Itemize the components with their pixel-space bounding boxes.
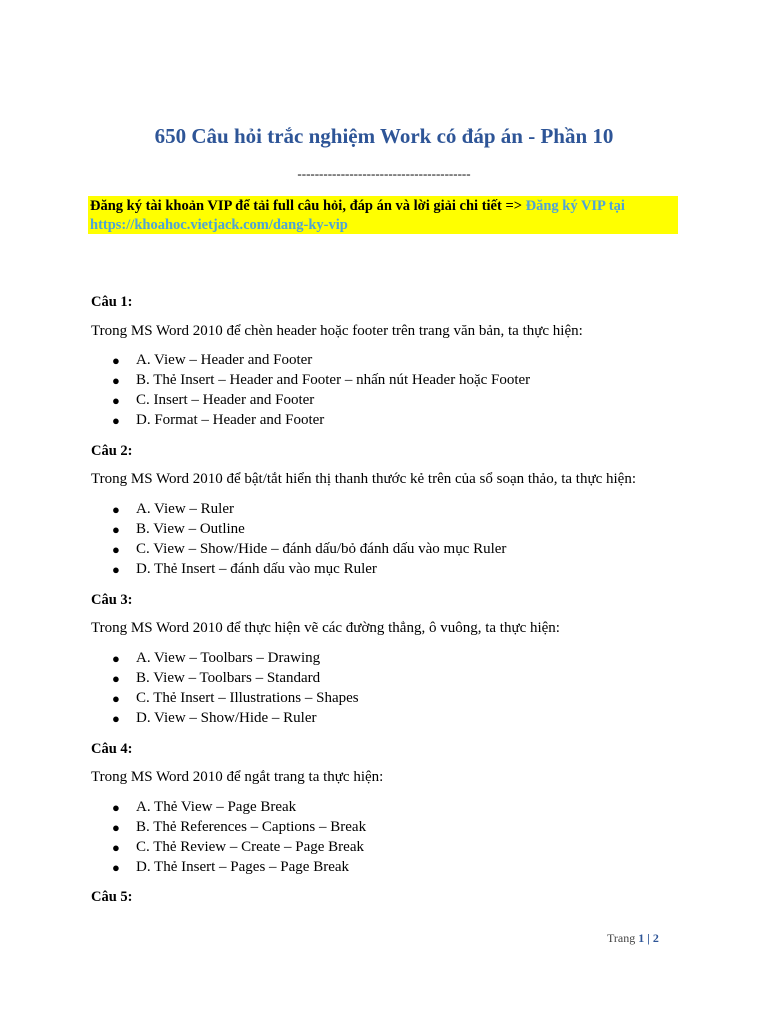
bullet-icon: ● xyxy=(112,562,120,577)
question-3-text: Trong MS Word 2010 để thực hiện vẽ các đường thẳng, ô vuông, ta thực hiện: xyxy=(91,620,560,636)
question-3-heading: Câu 3: xyxy=(91,592,133,608)
question-2-text: Trong MS Word 2010 để bật/tắt hiển thị thanh thước kẻ trên của sổ soạn thảo, ta thực hiện: xyxy=(91,471,636,487)
bullet-icon: ● xyxy=(112,691,120,706)
bullet-icon: ● xyxy=(112,711,120,726)
question-1-heading: Câu 1: xyxy=(91,294,133,310)
page-number-footer xyxy=(607,931,659,946)
vip-notice-text: Đăng ký tài khoản VIP để tải full câu hỏi, đáp án và lời giải chi tiết => xyxy=(90,198,526,214)
bullet-icon: ● xyxy=(112,522,120,537)
bullet-icon: ● xyxy=(112,373,120,388)
question-2-option-a: A. View – Ruler xyxy=(136,501,234,517)
bullet-icon: ● xyxy=(112,353,120,368)
footer-current-page: 1 xyxy=(638,931,645,945)
document-title: 650 Câu hỏi trắc nghiệm Work có đáp án - Phần 10 xyxy=(154,124,614,148)
question-4-option-c: C. Thẻ Review – Create – Page Break xyxy=(136,839,364,855)
bullet-icon: ● xyxy=(112,860,120,875)
bullet-icon: ● xyxy=(112,502,120,517)
footer-total-pages: 2 xyxy=(652,931,659,945)
question-3-option-a: A. View – Toolbars – Drawing xyxy=(136,650,321,666)
bullet-icon: ● xyxy=(112,840,120,855)
question-3-option-c: C. Thẻ Insert – Illustrations – Shapes xyxy=(136,690,359,706)
question-2-option-b: B. View – Outline xyxy=(136,521,245,537)
footer-label: Trang xyxy=(607,931,639,945)
question-1-option-d: D. Format – Header and Footer xyxy=(136,412,325,428)
question-1-text: Trong MS Word 2010 để chèn header hoặc footer trên trang văn bản, ta thực hiện: xyxy=(91,323,583,339)
question-3-option-d: D. View – Show/Hide – Ruler xyxy=(136,710,317,726)
footer-separator: | xyxy=(644,931,653,945)
bullet-icon: ● xyxy=(112,393,120,408)
bullet-icon: ● xyxy=(112,800,120,815)
question-4-option-a: A. Thẻ View – Page Break xyxy=(136,799,297,815)
bullet-icon: ● xyxy=(112,542,120,557)
question-4-option-b: B. Thẻ References – Captions – Break xyxy=(136,819,367,835)
bullet-icon: ● xyxy=(112,671,120,686)
question-5-heading: Câu 5: xyxy=(91,889,133,905)
question-2-option-d: D. Thẻ Insert – đánh dấu vào mục Ruler xyxy=(136,561,377,577)
question-4-heading: Câu 4: xyxy=(91,741,133,757)
question-2-option-c: C. View – Show/Hide – đánh dấu/bỏ đánh dấu vào mục Ruler xyxy=(136,541,507,557)
vip-register-link[interactable]: Đăng ký VIP tại https://khoahoc.vietjack.com/dang-ky-vip xyxy=(90,198,625,233)
bullet-icon: ● xyxy=(112,413,120,428)
divider-line: ---------------------------------------- xyxy=(297,166,471,181)
question-4-option-d: D. Thẻ Insert – Pages – Page Break xyxy=(136,859,350,875)
bullet-icon: ● xyxy=(112,651,120,666)
question-4-text: Trong MS Word 2010 để ngắt trang ta thực hiện: xyxy=(91,769,384,785)
question-1-option-a: A. View – Header and Footer xyxy=(136,352,313,368)
question-1-option-c: C. Insert – Header and Footer xyxy=(136,392,315,408)
question-3-option-b: B. View – Toolbars – Standard xyxy=(136,670,321,686)
vip-notice xyxy=(90,197,676,235)
question-1-option-b: B. Thẻ Insert – Header and Footer – nhấn nút Header hoặc Footer xyxy=(136,372,531,388)
question-2-heading: Câu 2: xyxy=(91,443,133,459)
bullet-icon: ● xyxy=(112,820,120,835)
